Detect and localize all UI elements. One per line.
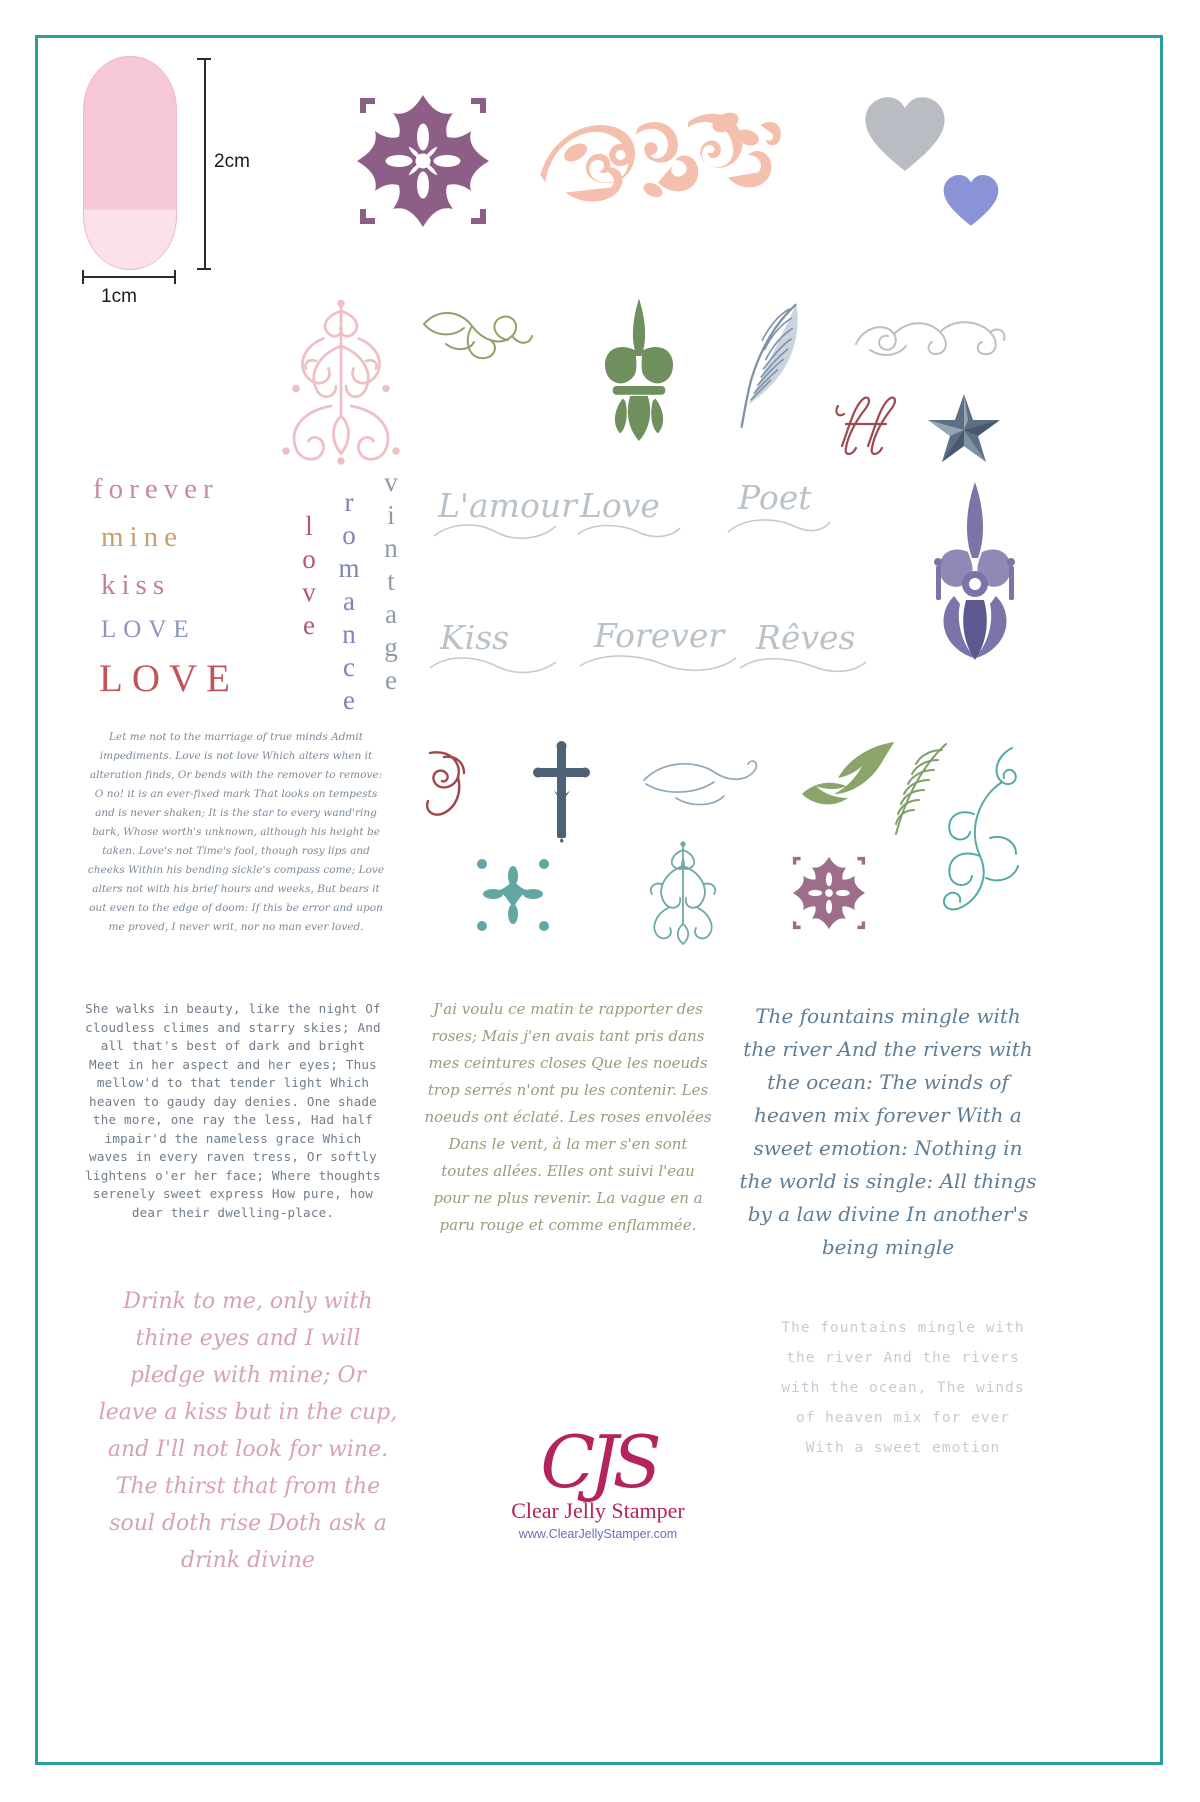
flourish-swirl-green-motif (416, 300, 536, 370)
scale-label-vertical: 2cm (214, 151, 250, 172)
word-grid-block (93, 467, 406, 718)
logo-monogram: CJS (540, 1420, 656, 1504)
floral-vine-border-peach-motif (538, 100, 788, 230)
heart-blue-motif (940, 170, 1002, 232)
stamping-plate (35, 35, 1163, 1765)
calligraphy-flourish-5 (578, 648, 738, 678)
word-romance-vertical: romance (334, 487, 364, 718)
calligraphy-forever: Forever (594, 616, 725, 655)
calligraphy-love: Love (580, 486, 660, 525)
ornate-filigree-pink-motif (266, 296, 416, 471)
vertical-scale-line (204, 58, 206, 270)
word-love-vertical: love (294, 511, 324, 643)
ornate-crest-teal-motif (638, 838, 728, 948)
calligraphy-flourish-2 (574, 516, 684, 544)
horizontal-scale-tick-left (82, 270, 84, 284)
damask-square-purple-motif (348, 86, 498, 236)
fountains-script-text: The fountains mingle with the river And the rivers with the ocean: The winds of heaven mix forever With a sweet emotion: Nothing in the world is single: All things by a law divine In another's being mingle (739, 1004, 1037, 1259)
brand-logo (468, 1420, 728, 1541)
calligraphy-reves: Rêves (756, 618, 856, 657)
star-badge-navy-motif (924, 390, 1004, 470)
calligraphy-lamour: L'amour (438, 486, 577, 525)
logo-website-url: www.ClearJellyStamper.com (518, 1527, 678, 1541)
french-roses-text: J'ai voulu ce matin te rapporter des roses; Mais j'en avais tant pris dans mes ceintures closes Que les noeuds trop serrés n'ont pu les contenir. Les noeuds ont éclaté. Les roses envolées Dans le vent, à la mer s'en sont toutes allées. Elles ont suivi l'eau pour ne plus revenir. La vague en a paru rouge et comme enflammée. (424, 1000, 712, 1234)
vertical-scale-tick-bottom (197, 268, 211, 270)
word-forever: forever (93, 473, 219, 505)
word-mine: mine (101, 521, 183, 553)
spiral-scroll-maroon-motif (416, 743, 496, 823)
vine-curl-teal-motif (938, 738, 1028, 928)
word-love-large: LOVE (99, 657, 239, 700)
thin-flourish-blue-motif (640, 750, 760, 820)
horizontal-scale-line (82, 276, 176, 278)
horizontal-scale-tick-right (174, 270, 176, 284)
nail-shape-swatch (83, 56, 177, 270)
feather-blue-motif (730, 296, 810, 436)
calligraphy-flourish-4 (428, 650, 558, 680)
crucifix-cross-navy-motif (532, 738, 592, 848)
drink-to-me-text: Drink to me, only with thine eyes and I will pledge with mine; Or leave a kiss but in the cup, and I'll not look for wine. The thirst that from the soul doth rise Doth ask a drink divine (98, 1289, 398, 1573)
calligraphy-flourish-3 (724, 512, 834, 542)
calligraphy-poet: Poet (738, 478, 812, 517)
fleur-de-lis-green-motif (594, 296, 684, 446)
she-walks-in-beauty-text: She walks in beauty, like the night Of cloudless climes and starry skies; And all that's best of dark and bright Meet in her aspect and her eyes; Thus mellow'd to that tender light Which heaven to gaudy day denies. One shade the more, one ray the less, Had half impair'd the nameless grace Which waves in every raven tress, Or softly lightens o'er her face; Where thoughts serenely sweet express How pure, how dear their dwelling-place. (85, 1001, 381, 1220)
vertical-scale-tick-top (197, 58, 211, 60)
monogram-h-maroon-motif (828, 390, 898, 460)
word-love-caps: LOVE (101, 616, 196, 643)
word-kiss: kiss (101, 569, 171, 601)
heart-grey-motif (860, 90, 950, 180)
double-swirl-grey-motif (850, 306, 1010, 366)
word-vintage-vertical: vintage (376, 467, 406, 698)
fountains-mono-text: The fountains mingle with the river And the rivers with the ocean, The winds of heaven mix for ever With a sweet emotion (781, 1320, 1025, 1456)
logo-brand-name: Clear Jelly Stamper (511, 1498, 685, 1523)
snowflake-dots-teal-motif (468, 850, 558, 940)
calligraphy-flourish-1 (430, 516, 560, 546)
scale-label-horizontal: 1cm (101, 286, 137, 307)
damask-square-mauve-motif (786, 850, 872, 936)
sonnet-116-text: Let me not to the marriage of true minds Admit impediments. Love is not love Which alters when it alteration finds, Or bends with the remover to remove: O no! it is an ever-fixed mark That looks on tempests and is never shaken; It is the star to every wand'ring bark, Whose worth's unknown, although his height be taken. Love's not Time's fool, though rosy lips and cheeks Within his bending sickle's compass come; Love alters not with his brief hours and weeks, But bears it out even to the edge of doom: If this be error and upon me proved, I never writ, nor no man ever loved. (87, 731, 385, 933)
fleur-de-lis-ornament-violet-motif (920, 474, 1030, 674)
calligraphy-flourish-6 (738, 650, 868, 680)
calligraphy-kiss: Kiss (440, 618, 510, 657)
